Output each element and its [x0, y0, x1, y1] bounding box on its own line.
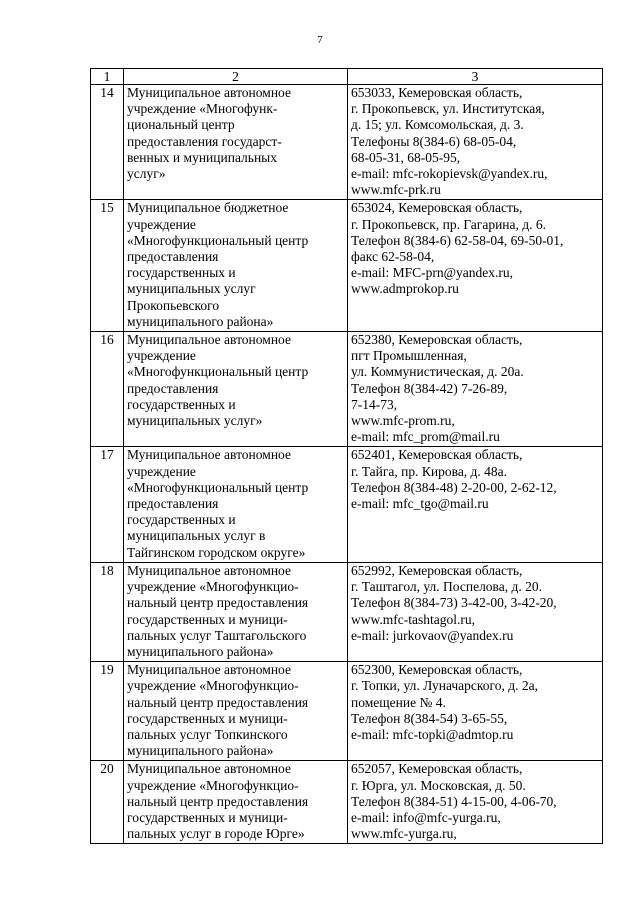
institution-name-cell — [124, 332, 348, 447]
column-header-name: 2 — [124, 69, 348, 85]
institution-name-line: предоставления — [127, 496, 219, 512]
contact-details-line: Телефоны 8(384-6) 68-05-04, — [351, 133, 517, 149]
row-number: 18 — [91, 562, 124, 661]
institution-name-line: Тайгинском городском округе» — [127, 544, 306, 560]
contact-details-line: www.mfc-prk.ru — [351, 182, 441, 198]
institution-name-line: «Многофункциональный центр — [127, 479, 309, 495]
institution-name-line: пальных услуг Топкинского — [127, 726, 288, 742]
institution-name-line: муниципальных услуг» — [127, 413, 263, 429]
contact-details-line: www.mfc-tashtagol.ru, — [351, 611, 475, 627]
contact-details-line: 652401, Кемеровская область, — [351, 447, 523, 463]
row-number: 19 — [91, 662, 124, 761]
contact-details-line: 68-05-31, 68-05-95, — [351, 149, 461, 165]
institution-name-line: муниципального района» — [127, 313, 274, 329]
contact-details-line: www.mfc-prom.ru, — [351, 413, 455, 429]
contact-details-line: 652057, Кемеровская область, — [351, 761, 523, 777]
page-number: 7 — [317, 34, 323, 46]
contact-details-cell — [348, 447, 603, 562]
contact-details-line: г. Топки, ул. Луначарского, д. 2а, — [351, 678, 538, 694]
contact-details-cell — [348, 562, 603, 661]
contact-details-line: 7-14-73, — [351, 396, 398, 412]
institution-name-line: государственных и муници- — [127, 710, 288, 726]
contact-details-line: д. 15; ул. Комсомольская, д. 3. — [351, 117, 524, 133]
contact-details-line: Телефон 8(384-54) 3-65-55, — [351, 710, 508, 726]
institution-name-line: предоставления — [127, 249, 219, 265]
institution-name-line: учреждение «Многофункцио- — [127, 777, 299, 793]
institution-name-line: государственных и — [127, 265, 236, 281]
row-number: 20 — [91, 761, 124, 844]
institution-name-line: циональный центр — [127, 117, 235, 133]
contact-details-line: www.mfc-yurga.ru, — [351, 826, 457, 842]
institution-name-line: Муниципальное автономное — [127, 332, 291, 348]
table-row — [91, 761, 603, 844]
contact-details-line: факс 62-58-04, — [351, 249, 435, 265]
contact-details-line: пгт Промышленная, — [351, 348, 467, 364]
contact-details-line: Телефон 8(384-42) 7-26-89, — [351, 380, 508, 396]
institution-name-line: Муниципальное автономное — [127, 562, 291, 578]
contact-details-line: 652380, Кемеровская область, — [351, 332, 523, 348]
contact-details-line: г. Прокопьевск, пр. Гагарина, д. 6. — [351, 216, 547, 232]
institution-name-line: муниципальных услуг в — [127, 528, 266, 544]
institution-name-line: «Многофункциональный центр — [127, 364, 309, 380]
contact-details-cell — [348, 200, 603, 332]
table-header-row — [91, 69, 603, 85]
contact-details-line: e-mail: info@mfc-yurga.ru, — [351, 809, 501, 825]
table-row — [91, 200, 603, 332]
institution-name-line: нальный центр предоставления — [127, 595, 309, 611]
row-number: 14 — [91, 85, 124, 200]
contact-details-cell — [348, 85, 603, 200]
contact-details-cell — [348, 662, 603, 761]
institutions-table — [90, 68, 603, 844]
table-body — [91, 85, 603, 844]
contact-details-line: Телефон 8(384-6) 62-58-04, 69-50-01, — [351, 232, 564, 248]
institution-name-line: предоставления государст- — [127, 133, 282, 149]
institution-name-cell — [124, 85, 348, 200]
table-row — [91, 332, 603, 447]
institution-name-line: учреждение — [127, 463, 196, 479]
contact-details-line: e-mail: mfc_tgo@mail.ru — [351, 496, 489, 512]
table-row — [91, 447, 603, 562]
contact-details-line: e-mail: MFC-prn@yandex.ru, — [351, 265, 514, 281]
contact-details-line: г. Тайга, пр. Кирова, д. 48а. — [351, 463, 508, 479]
institution-name-line: учреждение «Многофункцио- — [127, 579, 299, 595]
institution-name-cell — [124, 761, 348, 844]
table-row — [91, 562, 603, 661]
table-row — [91, 662, 603, 761]
institution-name-line: государственных и муници- — [127, 611, 288, 627]
institution-name-line: государственных и — [127, 396, 236, 412]
column-header-contacts: 3 — [348, 69, 603, 85]
contact-details-line: г. Прокопьевск, ул. Институтская, — [351, 101, 545, 117]
institution-name-line: пальных услуг в городе Юрге» — [127, 826, 305, 842]
institution-name-line: нальный центр предоставления — [127, 793, 309, 809]
institution-name-cell — [124, 662, 348, 761]
row-number: 16 — [91, 332, 124, 447]
contact-details-line: e-mail: mfc-topki@admtop.ru — [351, 726, 514, 742]
contact-details-line: e-mail: jurkovaov@yandex.ru — [351, 627, 514, 643]
institution-name-line: венных и муниципальных — [127, 149, 277, 165]
contact-details-line: г. Юрга, ул. Московская, д. 50. — [351, 777, 526, 793]
contact-details-cell — [348, 761, 603, 844]
institution-name-line: Муниципальное автономное — [127, 662, 291, 678]
institution-name-cell — [124, 562, 348, 661]
institution-name-line: муниципального района» — [127, 743, 274, 759]
contact-details-line: 653024, Кемеровская область, — [351, 200, 523, 216]
table-row — [91, 85, 603, 200]
institution-name-line: учреждение — [127, 348, 196, 364]
institution-name-line: Прокопьевского — [127, 297, 220, 313]
contact-details-line: 652992, Кемеровская область, — [351, 562, 523, 578]
contact-details-line: ул. Коммунистическая, д. 20а. — [351, 364, 524, 380]
contact-details-line: 653033, Кемеровская область, — [351, 85, 523, 100]
contact-details-line: www.admprokop.ru — [351, 281, 459, 297]
institution-name-line: Муниципальное автономное — [127, 85, 291, 100]
institution-name-line: Муниципальное автономное — [127, 447, 291, 463]
institution-name-line: муниципальных услуг — [127, 281, 256, 297]
institution-name-line: Муниципальное автономное — [127, 761, 291, 777]
row-number: 15 — [91, 200, 124, 332]
contact-details-line: Телефон 8(384-73) 3-42-00, 3-42-20, — [351, 595, 557, 611]
contact-details-line: 652300, Кемеровская область, — [351, 662, 523, 678]
column-header-number: 1 — [91, 69, 124, 85]
institution-name-line: муниципального района» — [127, 643, 274, 659]
institution-name-line: нальный центр предоставления — [127, 694, 309, 710]
contact-details-line: г. Таштагол, ул. Поспелова, д. 20. — [351, 579, 542, 595]
institution-name-line: Муниципальное бюджетное — [127, 200, 289, 216]
institution-name-line: предоставления — [127, 380, 219, 396]
contact-details-cell — [348, 332, 603, 447]
institution-name-line: услуг» — [127, 166, 166, 182]
contact-details-line: Телефон 8(384-51) 4-15-00, 4-06-70, — [351, 793, 557, 809]
institution-name-line: государственных и муници- — [127, 809, 288, 825]
institution-name-line: учреждение — [127, 216, 196, 232]
contact-details-line: помещение № 4. — [351, 694, 446, 710]
institution-name-line: пальных услуг Таштагольского — [127, 627, 307, 643]
contact-details-line: Телефон 8(384-48) 2-20-00, 2-62-12, — [351, 479, 557, 495]
contact-details-line: e-mail: mfc-rokopievsk@yandex.ru, — [351, 166, 548, 182]
institution-name-line: учреждение «Многофункцио- — [127, 678, 299, 694]
institution-name-cell — [124, 200, 348, 332]
contact-details-line: e-mail: mfc_prom@mail.ru — [351, 429, 500, 445]
row-number: 17 — [91, 447, 124, 562]
institution-name-line: учреждение «Многофунк- — [127, 101, 278, 117]
institution-name-line: «Многофункциональный центр — [127, 232, 309, 248]
institution-name-line: государственных и — [127, 512, 236, 528]
institution-name-cell — [124, 447, 348, 562]
